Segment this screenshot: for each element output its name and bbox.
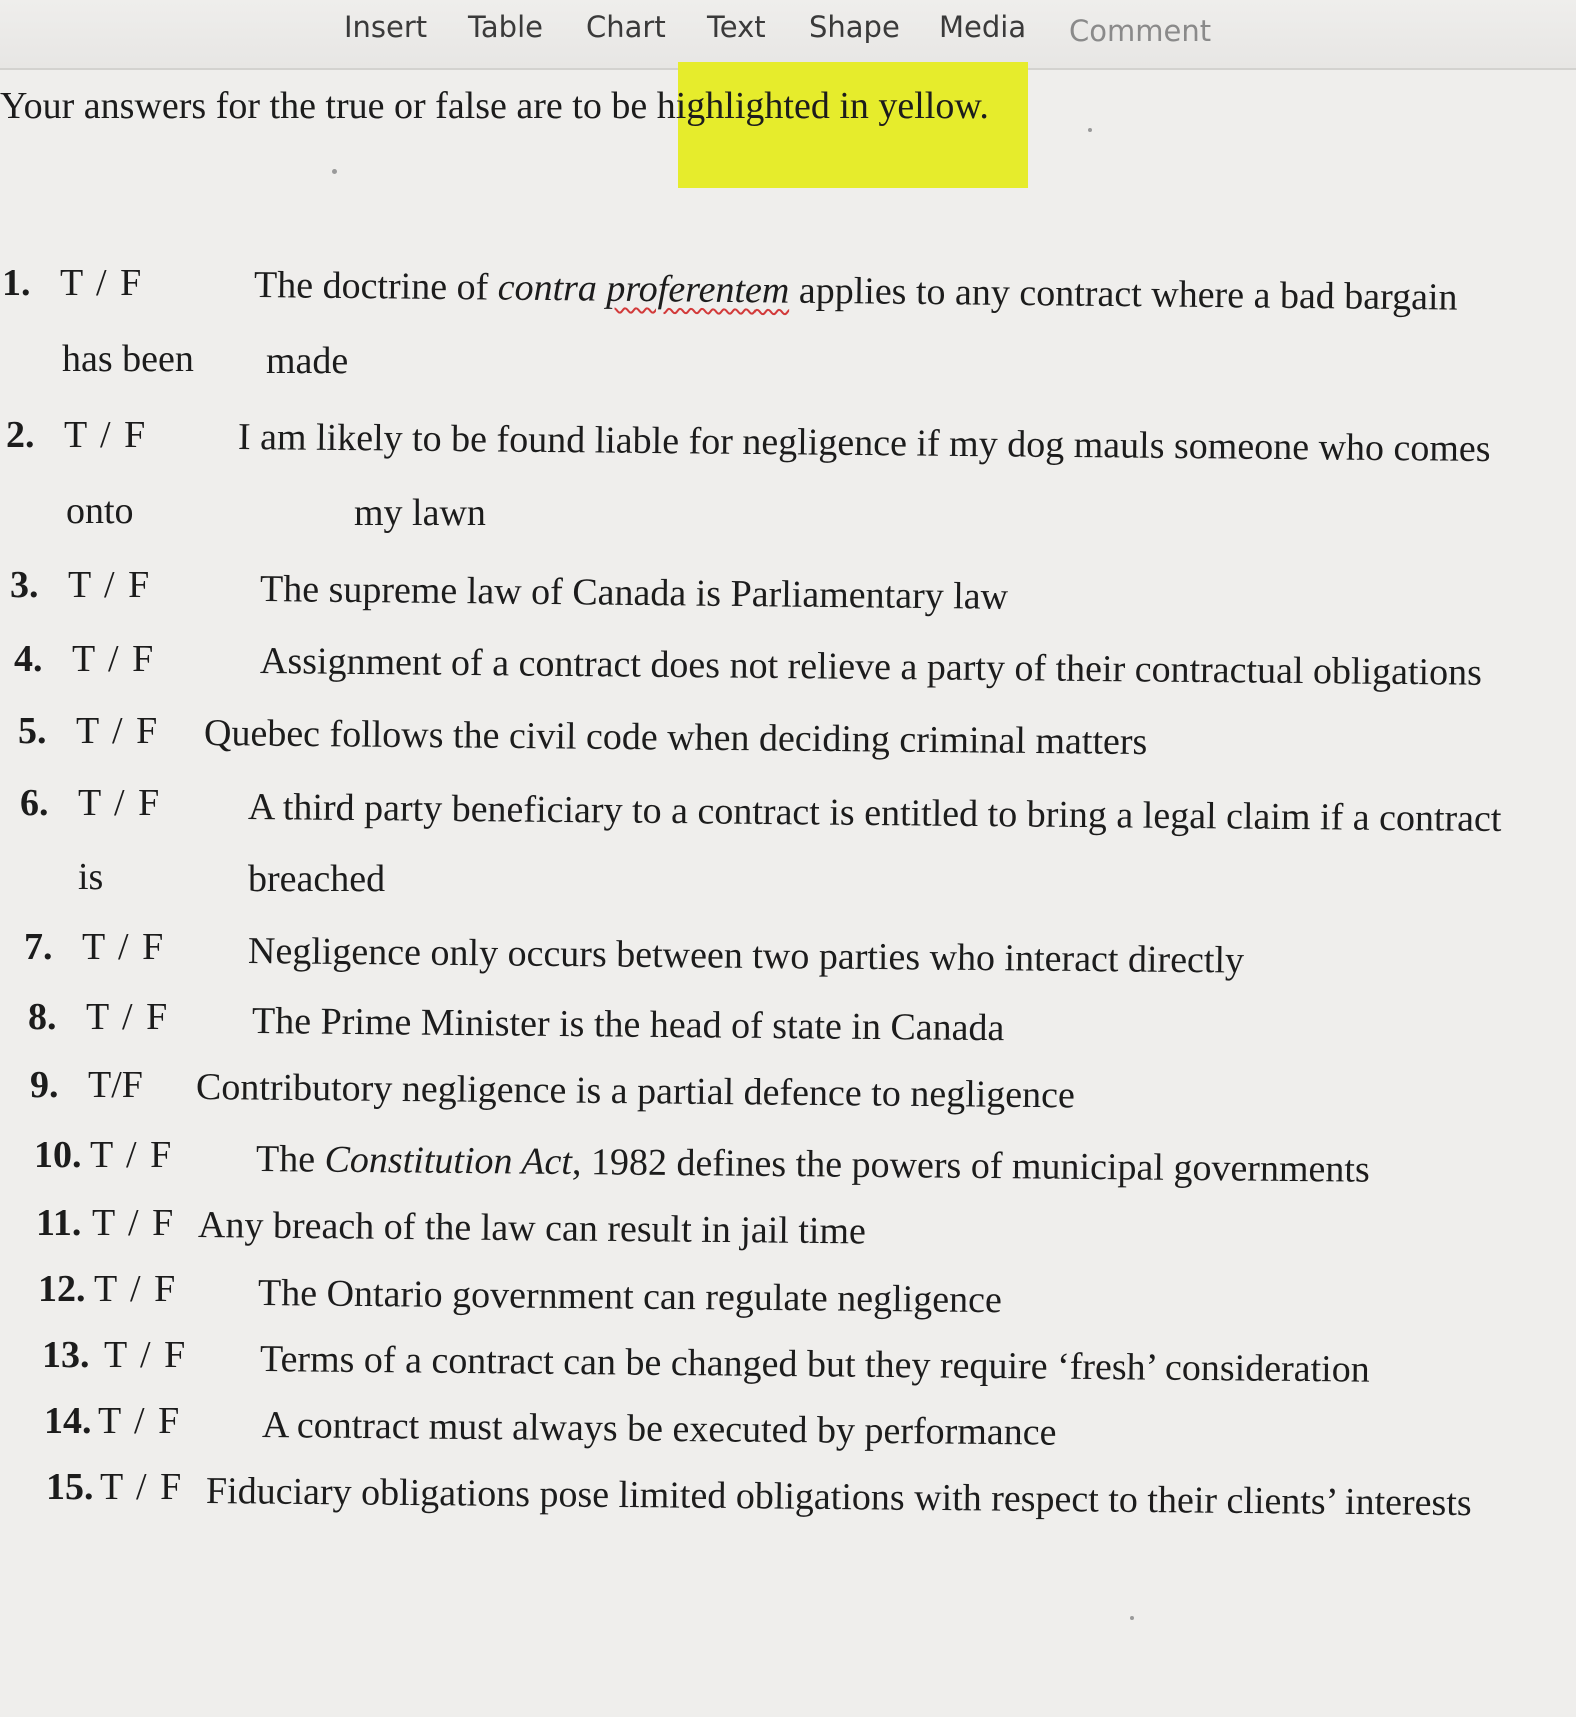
tf-choice-label[interactable]: T / F <box>68 564 152 606</box>
question-text-5: Quebec follows the civil code when deciding criminal matters <box>203 712 1148 764</box>
tf-choice-13[interactable] <box>104 1336 187 1374</box>
question-6 <box>20 784 49 822</box>
tf-choice-label[interactable]: T / F <box>86 996 170 1038</box>
question-text-11: Any breach of the law can result in jail time <box>197 1204 867 1253</box>
stray-dot <box>1130 1616 1134 1620</box>
question-number: 11. <box>36 1202 82 1244</box>
question-continuation-6: is <box>78 856 104 898</box>
question-text-part: , 1982 defines the powers of municipal governments <box>571 1141 1370 1191</box>
question-2 <box>6 416 35 454</box>
tf-choice-label[interactable]: T / F <box>78 782 162 824</box>
tf-choice-label[interactable]: T / F <box>82 926 166 968</box>
tf-choice-7[interactable] <box>82 928 165 966</box>
question-text-9: Contributory negligence is a partial defence to negligence <box>195 1066 1076 1117</box>
question-number: 15. <box>46 1466 94 1508</box>
question-continuation-2b: my lawn <box>354 492 486 534</box>
question-14 <box>44 1402 92 1440</box>
question-text-part: applies to any contract where a bad bargain <box>789 269 1458 319</box>
question-9 <box>30 1066 59 1104</box>
tf-choice-label[interactable]: T / F <box>90 1134 174 1176</box>
question-number: 5. <box>18 710 47 752</box>
question-number: 6. <box>20 782 49 824</box>
question-3 <box>10 566 39 604</box>
question-number: 3. <box>10 564 39 606</box>
question-12 <box>38 1270 86 1308</box>
tf-choice-label[interactable]: T / F <box>98 1400 182 1442</box>
stray-dot <box>332 169 337 174</box>
question-text-15: Fiduciary obligations pose limited obligations with respect to their clients’ interests <box>205 1470 1472 1525</box>
toolbar-comment-button[interactable]: Comment <box>1069 14 1212 48</box>
question-text-2: I am likely to be found liable for negligence if my dog mauls someone who comes <box>237 416 1491 471</box>
question-number: 13. <box>42 1334 90 1376</box>
tf-choice-14[interactable] <box>98 1402 181 1440</box>
tf-choice-12[interactable] <box>94 1270 177 1308</box>
question-text-4: Assignment of a contract does not relieve a party of their contractual obligations <box>259 640 1483 694</box>
question-number: 8. <box>28 996 57 1038</box>
toolbar-chart-button[interactable]: Chart <box>586 10 666 44</box>
tf-choice-label[interactable]: T / F <box>76 710 160 752</box>
tf-choice-label[interactable]: T / F <box>100 1466 184 1508</box>
question-number: 12. <box>38 1268 86 1310</box>
question-15 <box>46 1468 94 1506</box>
question-number: 1. <box>2 262 31 304</box>
question-text-part: The <box>255 1138 325 1181</box>
tf-choice-label[interactable]: T / F <box>94 1268 178 1310</box>
question-continuation-6b: breached <box>248 858 386 900</box>
stray-dot <box>1088 128 1092 132</box>
question-text-6: A third party beneficiary to a contract is entitled to bring a legal claim if a contract <box>247 786 1502 841</box>
tf-choice-1[interactable] <box>60 264 143 302</box>
question-text-12: The Ontario government can regulate negligence <box>257 1272 1003 1322</box>
question-number: 10. <box>34 1134 82 1176</box>
question-11 <box>36 1204 81 1242</box>
question-text-3: The supreme law of Canada is Parliamentary law <box>259 568 1009 618</box>
question-number: 4. <box>14 638 43 680</box>
toolbar-table-button[interactable]: Table <box>468 10 543 44</box>
tf-choice-label[interactable]: T / F <box>92 1202 176 1244</box>
question-text-italic: contra <box>497 266 607 310</box>
question-4 <box>14 640 43 678</box>
question-continuation-2: onto <box>66 490 134 532</box>
question-continuation-1: has been <box>62 338 194 380</box>
toolbar-shape-button[interactable]: Shape <box>809 10 900 44</box>
toolbar <box>0 0 1576 70</box>
tf-choice-3[interactable] <box>68 566 151 604</box>
tf-choice-15[interactable] <box>100 1468 183 1506</box>
tf-choice-11[interactable] <box>92 1204 175 1242</box>
tf-choice-label[interactable]: T / F <box>60 262 144 304</box>
question-number: 2. <box>6 414 35 456</box>
question-13 <box>42 1336 90 1374</box>
tf-choice-6[interactable] <box>78 784 161 822</box>
question-text-10 <box>256 1140 1370 1189</box>
question-text-italic: Constitution Act <box>324 1138 573 1184</box>
question-10 <box>34 1136 82 1174</box>
question-text-13: Terms of a contract can be changed but they require ‘fresh’ consideration <box>259 1338 1370 1391</box>
toolbar-media-button[interactable]: Media <box>939 10 1027 44</box>
toolbar-insert-button[interactable]: Insert <box>344 10 428 44</box>
question-text-7: Negligence only occurs between two parties who interact directly <box>247 930 1245 982</box>
question-text-part: The doctrine of <box>253 264 498 309</box>
question-text-14: A contract must always be executed by performance <box>261 1404 1057 1454</box>
instructions-highlighted-text: highlighted in yellow. <box>656 85 989 127</box>
toolbar-text-button[interactable]: Text <box>707 10 766 44</box>
spellcheck-word: proferentem <box>606 267 790 312</box>
tf-choice-label[interactable]: T / F <box>72 638 156 680</box>
question-8 <box>28 998 57 1036</box>
instructions <box>0 84 989 128</box>
question-1 <box>2 264 31 302</box>
question-number: 14. <box>44 1400 92 1442</box>
tf-choice-10[interactable] <box>90 1136 173 1174</box>
tf-choice-9[interactable] <box>88 1066 143 1104</box>
instructions-text: Your answers for the true or false are to be <box>0 85 657 127</box>
question-number: 9. <box>30 1064 59 1106</box>
question-7 <box>24 928 53 966</box>
question-continuation-1b: made <box>266 340 349 382</box>
tf-choice-2[interactable] <box>64 416 147 454</box>
tf-choice-8[interactable] <box>86 998 169 1036</box>
tf-choice-5[interactable] <box>76 712 159 750</box>
tf-choice-label[interactable]: T/F <box>88 1064 143 1106</box>
question-5 <box>18 712 47 750</box>
tf-choice-label[interactable]: T / F <box>64 414 148 456</box>
tf-choice-4[interactable] <box>72 640 155 678</box>
question-text-8: The Prime Minister is the head of state in Canada <box>251 1000 1005 1050</box>
tf-choice-label[interactable]: T / F <box>104 1334 188 1376</box>
question-number: 7. <box>24 926 53 968</box>
